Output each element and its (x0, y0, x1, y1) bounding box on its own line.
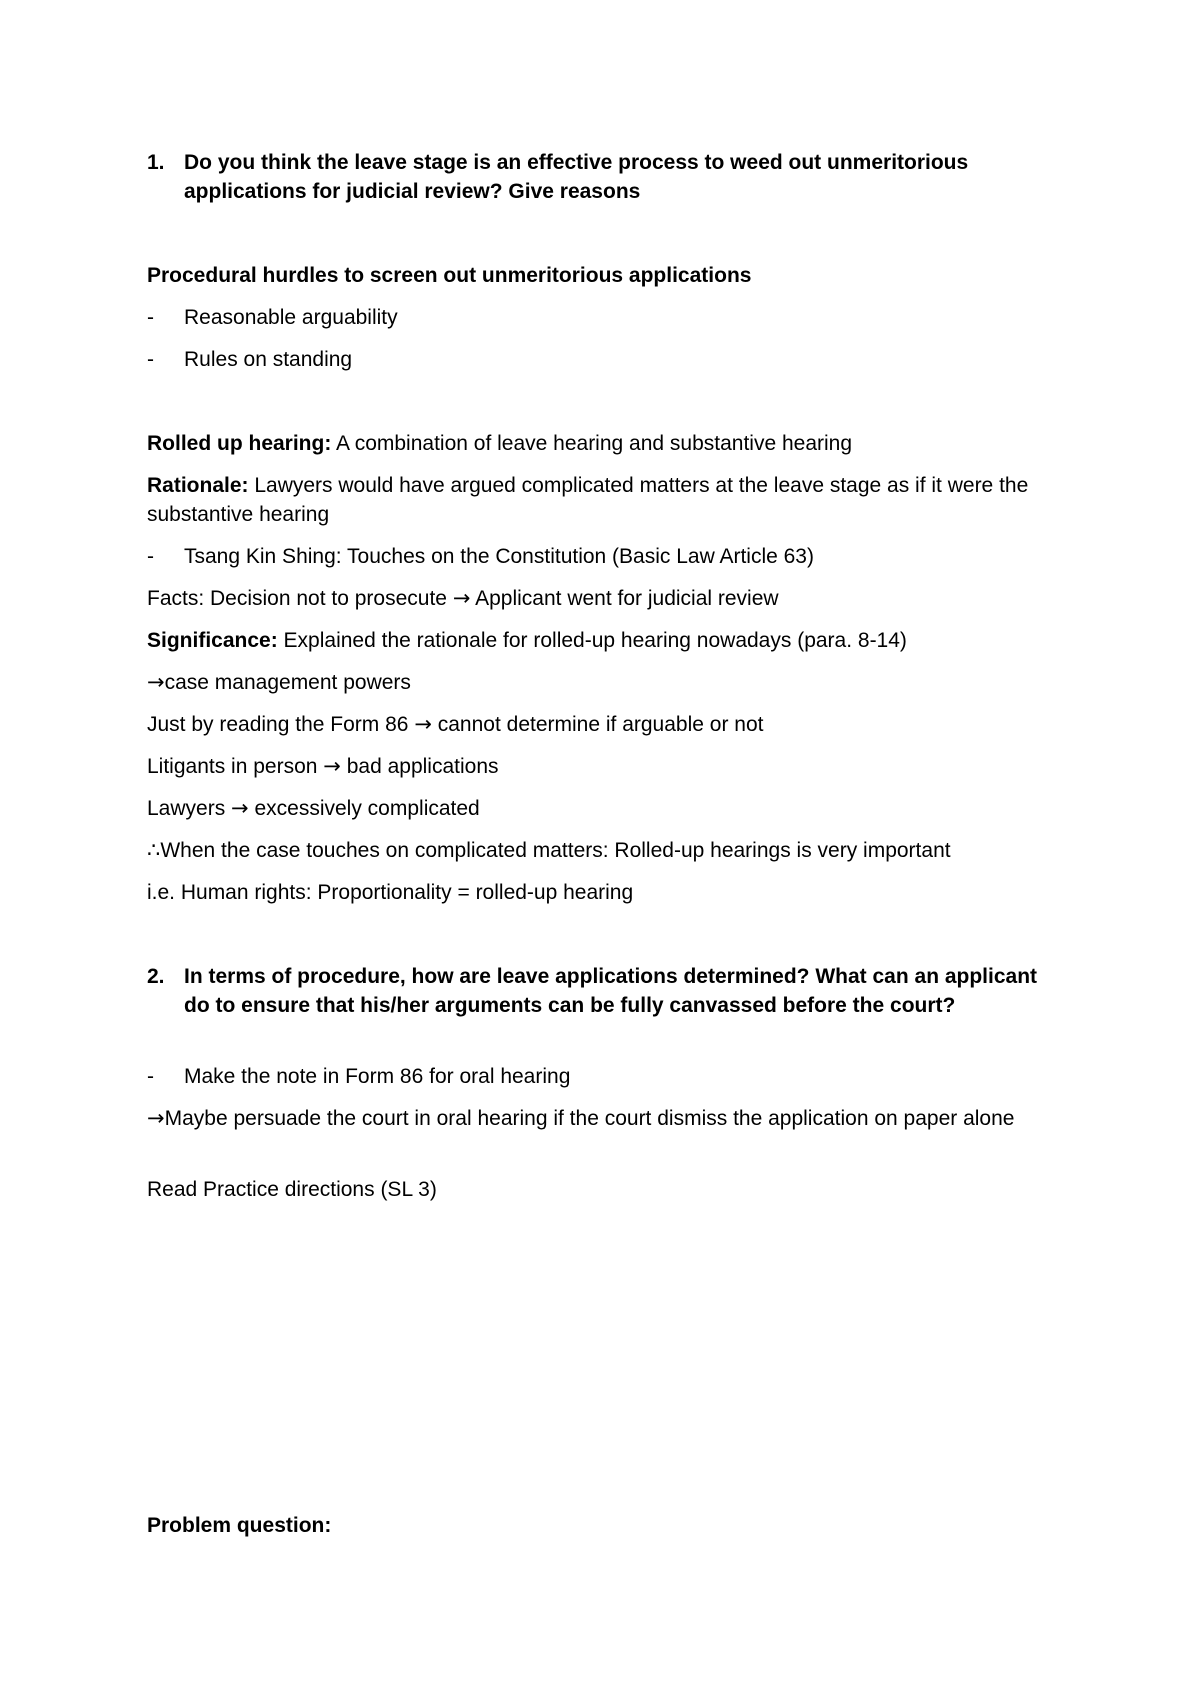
problem-question-heading: Problem question: (147, 1514, 332, 1537)
rationale-paragraph (147, 471, 1067, 529)
case-management-text: case management powers (164, 671, 411, 694)
hurdle-item-arguability: Reasonable arguability (184, 306, 398, 329)
significance-label: Significance: (147, 629, 278, 652)
rationale-text: Lawyers would have argued complicated matters at the leave stage as if it were the substantive hearing (147, 474, 1029, 526)
form86-after: cannot determine if arguable or not (431, 713, 764, 736)
litigants-line (147, 752, 499, 781)
facts-after: Applicant went for judicial review (470, 587, 779, 610)
question-1-text: Do you think the leave stage is an effective process to weed out unmeritorious applications for judicial review? Give reasons (184, 151, 969, 203)
facts-before: Facts: Decision not to prosecute (147, 587, 453, 610)
bullet-dash: - (147, 348, 154, 371)
hurdle-item-standing: Rules on standing (184, 348, 353, 371)
practice-directions-line: Read Practice directions (SL 3) (147, 1178, 437, 1201)
question-1-number: 1. (147, 151, 165, 174)
oral-hearing-item: Make the note in Form 86 for oral hearing (184, 1065, 571, 1088)
ie-line: i.e. Human rights: Proportionality = rolled-up hearing (147, 881, 634, 904)
arrow-icon: → (147, 1106, 165, 1130)
significance-line (147, 626, 907, 655)
question-2-text: In terms of procedure, how are leave applications determined? What can an applicant do to ensure that his/her arguments can be fully canvassed before the court? (184, 965, 1038, 1017)
rolled-up-line (147, 429, 852, 458)
lawyers-before: Lawyers (147, 797, 232, 820)
therefore-line: ∴When the case touches on complicated matters: Rolled-up hearings is very important (147, 839, 951, 862)
arrow-icon: → (323, 754, 341, 778)
form86-before: Just by reading the Form 86 (147, 713, 415, 736)
rolled-up-label: Rolled up hearing: (147, 432, 332, 455)
arrow-icon: → (414, 712, 432, 736)
hurdles-heading: Procedural hurdles to screen out unmeritorious applications (147, 264, 752, 287)
rolled-up-text: A combination of leave hearing and substantive hearing (331, 432, 853, 455)
maybe-text: Maybe persuade the court in oral hearing if the court dismiss the application on paper alone (164, 1107, 1015, 1130)
bullet-dash: - (147, 306, 154, 329)
case-item-tsang: Tsang Kin Shing: Touches on the Constitution (Basic Law Article 63) (184, 545, 814, 568)
arrow-icon: → (231, 796, 249, 820)
litigants-after: bad applications (340, 755, 499, 778)
facts-line (147, 584, 779, 613)
case-management-line (147, 668, 411, 697)
lawyers-after: excessively complicated (248, 797, 480, 820)
significance-text: Explained the rationale for rolled-up hearing nowadays (para. 8-14) (277, 629, 907, 652)
arrow-icon: → (452, 586, 471, 610)
lawyers-line (147, 794, 480, 823)
rationale-label: Rationale: (147, 474, 249, 497)
question-2-number: 2. (147, 965, 165, 988)
litigants-before: Litigants in person (147, 755, 324, 778)
form86-line (147, 710, 763, 739)
bullet-dash: - (147, 545, 154, 568)
maybe-paragraph (147, 1104, 1067, 1133)
bullet-dash: - (147, 1065, 154, 1088)
arrow-icon: → (147, 670, 165, 694)
